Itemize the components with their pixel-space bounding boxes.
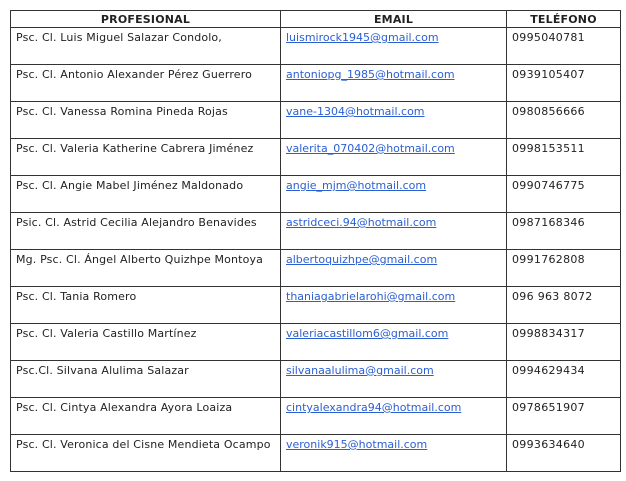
profesional-cell: Psc. Cl. Veronica del Cisne Mendieta Ocampo bbox=[11, 435, 281, 472]
telefono-cell: 0978651907 bbox=[507, 398, 621, 435]
header-email: EMAIL bbox=[281, 11, 507, 28]
table-row bbox=[11, 398, 621, 435]
table-header bbox=[11, 11, 621, 28]
header-telefono: TELÉFONO bbox=[507, 11, 621, 28]
profesional-cell: Psc. Cl. Valeria Katherine Cabrera Jiménez bbox=[11, 139, 281, 176]
email-cell bbox=[281, 287, 507, 324]
email-link[interactable]: thaniagabrielarohi@gmail.com bbox=[286, 290, 456, 303]
telefono-cell: 0998834317 bbox=[507, 324, 621, 361]
email-link[interactable]: cintyalexandra94@hotmail.com bbox=[286, 401, 462, 414]
email-cell bbox=[281, 324, 507, 361]
email-cell bbox=[281, 213, 507, 250]
email-cell bbox=[281, 139, 507, 176]
table-row bbox=[11, 435, 621, 472]
profesional-cell: Psc. Cl. Luis Miguel Salazar Condolo, bbox=[11, 28, 281, 65]
telefono-cell: 0995040781 bbox=[507, 28, 621, 65]
email-link[interactable]: valeriacastillom6@gmail.com bbox=[286, 327, 449, 340]
table-row bbox=[11, 287, 621, 324]
profesional-cell: Psc. Cl. Cintya Alexandra Ayora Loaiza bbox=[11, 398, 281, 435]
email-link[interactable]: valerita_070402@hotmail.com bbox=[286, 142, 455, 155]
profesional-cell: Psc. Cl. Antonio Alexander Pérez Guerrero bbox=[11, 65, 281, 102]
table-row bbox=[11, 176, 621, 213]
table-row bbox=[11, 139, 621, 176]
email-link[interactable]: luismirock1945@gmail.com bbox=[286, 31, 439, 44]
table-row bbox=[11, 250, 621, 287]
email-link[interactable]: veronik915@hotmail.com bbox=[286, 438, 428, 451]
email-cell bbox=[281, 176, 507, 213]
profesional-cell: Psc. Cl. Angie Mabel Jiménez Maldonado bbox=[11, 176, 281, 213]
email-link[interactable]: angie_mjm@hotmail.com bbox=[286, 179, 427, 192]
email-cell bbox=[281, 398, 507, 435]
email-link[interactable]: astridceci.94@hotmail.com bbox=[286, 216, 437, 229]
profesional-cell: Psc.Cl. Silvana Alulima Salazar bbox=[11, 361, 281, 398]
telefono-cell: 0998153511 bbox=[507, 139, 621, 176]
email-cell bbox=[281, 250, 507, 287]
table-row bbox=[11, 324, 621, 361]
telefono-cell: 0987168346 bbox=[507, 213, 621, 250]
profesional-cell: Psc. Cl. Vanessa Romina Pineda Rojas bbox=[11, 102, 281, 139]
email-link[interactable]: vane-1304@hotmail.com bbox=[286, 105, 425, 118]
profesional-cell: Psc. Cl. Valeria Castillo Martínez bbox=[11, 324, 281, 361]
telefono-cell: 0991762808 bbox=[507, 250, 621, 287]
email-cell bbox=[281, 65, 507, 102]
email-link[interactable]: silvanaalulima@gmail.com bbox=[286, 364, 434, 377]
contacts-table bbox=[10, 10, 621, 472]
profesional-cell: Psic. Cl. Astrid Cecilia Alejandro Benavides bbox=[11, 213, 281, 250]
email-cell bbox=[281, 435, 507, 472]
telefono-cell: 0980856666 bbox=[507, 102, 621, 139]
header-profesional: PROFESIONAL bbox=[11, 11, 281, 28]
email-cell bbox=[281, 361, 507, 398]
telefono-cell: 0993634640 bbox=[507, 435, 621, 472]
table-row bbox=[11, 361, 621, 398]
telefono-cell: 0939105407 bbox=[507, 65, 621, 102]
table-row bbox=[11, 65, 621, 102]
table-body bbox=[11, 28, 621, 472]
profesional-cell: Psc. Cl. Tania Romero bbox=[11, 287, 281, 324]
email-link[interactable]: albertoquizhpe@gmail.com bbox=[286, 253, 438, 266]
telefono-cell: 0990746775 bbox=[507, 176, 621, 213]
telefono-cell: 096 963 8072 bbox=[507, 287, 621, 324]
table-row bbox=[11, 102, 621, 139]
email-link[interactable]: antoniopg_1985@hotmail.com bbox=[286, 68, 455, 81]
table-row bbox=[11, 28, 621, 65]
profesional-cell: Mg. Psc. Cl. Ángel Alberto Quizhpe Montoya bbox=[11, 250, 281, 287]
header-row bbox=[11, 11, 621, 28]
telefono-cell: 0994629434 bbox=[507, 361, 621, 398]
email-cell bbox=[281, 102, 507, 139]
table-row bbox=[11, 213, 621, 250]
email-cell bbox=[281, 28, 507, 65]
